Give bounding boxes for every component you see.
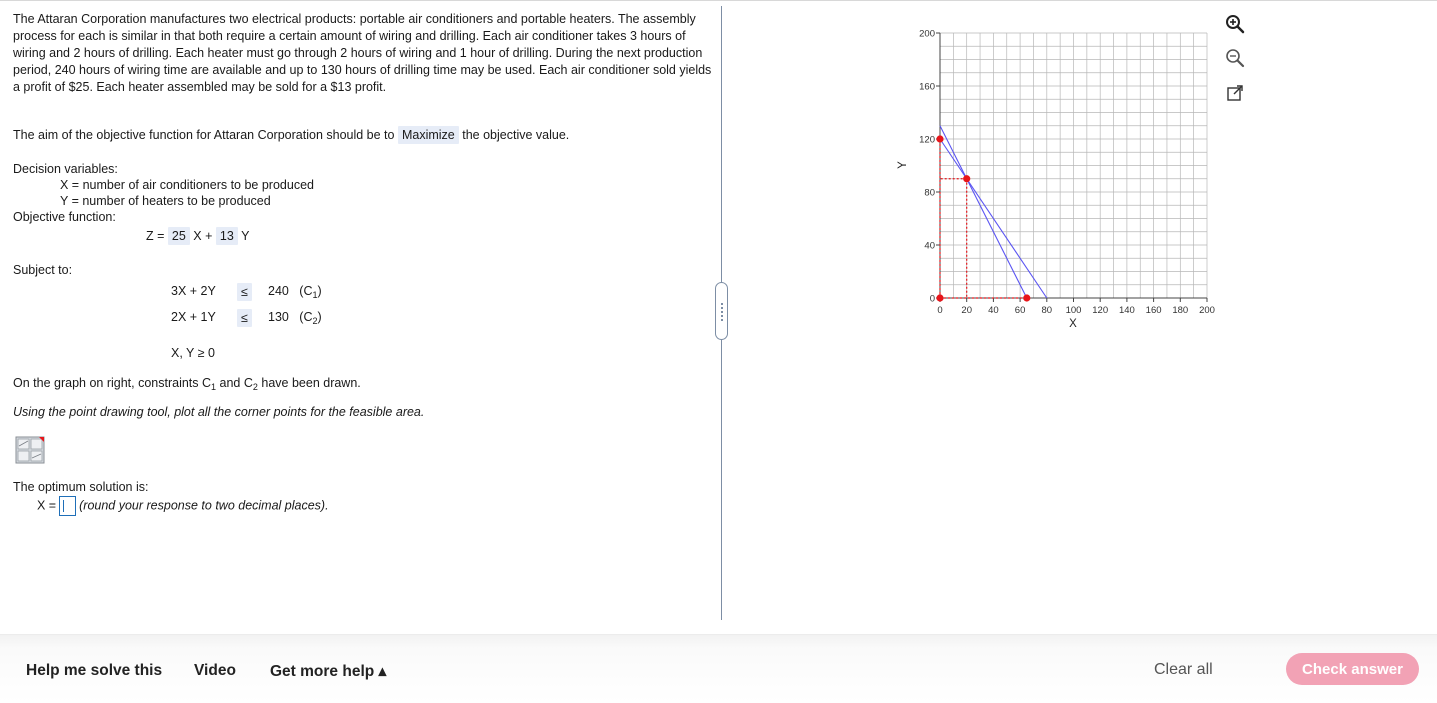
graph-grid — [940, 33, 1207, 298]
round-note: (round your response to two decimal places). — [79, 498, 329, 513]
y-tick-label: 160 — [919, 81, 935, 93]
x-eq: X = — [37, 498, 57, 513]
check-answer-button[interactable]: Check answer — [1286, 653, 1419, 685]
constraint-sub: 1 — [312, 290, 318, 300]
decision-label: Decision variables: — [13, 162, 118, 176]
constraint-rhs-value: 130 — [268, 310, 289, 324]
point-tool-icon[interactable] — [15, 436, 45, 464]
help-me-solve-button[interactable]: Help me solve this — [26, 662, 163, 679]
graph-note-sub2: 2 — [252, 382, 258, 392]
decision-x: X = number of air conditioners to be produced — [60, 178, 314, 192]
graph-note-c: have been drawn. — [257, 376, 361, 390]
subject-label: Subject to: — [13, 263, 73, 277]
popout-icon[interactable] — [1224, 82, 1246, 104]
y-axis-label: Y — [897, 161, 909, 169]
graph-note-a: On the graph on right, constraints C — [13, 376, 212, 390]
constraint-row — [171, 284, 216, 298]
x-tick-label: 20 — [961, 305, 972, 316]
problem-statement: The Attaran Corporation manufactures two electrical products: portable air conditioners and portable heaters. The assembly process for each is similar in that both require a certain amount of wiring and drilling. Each air conditioner takes 3 hours of wiring and 2 hours of drilling. Each heater must go through 2 hours of wiring and 1 hour of drilling. During the next production period, 240 hours of wiring time are available and up to 130 hours of drilling time may be used. Each air conditioner sold yields a profit of $25. Each heater assembled may be sold for a $13 profit. — [13, 12, 712, 94]
zoom-out-icon[interactable] — [1224, 47, 1246, 69]
corner-point[interactable] — [936, 294, 943, 301]
x-tick-label: 60 — [1014, 305, 1026, 316]
constraint-rhs — [268, 284, 322, 298]
constraint-rhs-value: 240 — [268, 284, 289, 298]
constraint-operator[interactable]: ≤ — [237, 309, 252, 327]
x-tick-label: 0 — [937, 305, 943, 316]
footer-bar — [0, 634, 1437, 703]
zoom-in-icon[interactable] — [1224, 13, 1246, 35]
decision-y: Y = number of heaters to be produced — [60, 194, 271, 208]
constraint-lhs: 2X + 1Y — [171, 310, 216, 324]
x-tick-label: 100 — [1065, 305, 1082, 316]
constraint-row — [171, 310, 216, 324]
aim-sentence — [13, 128, 569, 142]
aim-suffix: the objective value. — [462, 128, 570, 142]
corner-point[interactable] — [1023, 294, 1030, 301]
constraint-close: ) — [317, 310, 322, 324]
corner-point[interactable] — [963, 175, 970, 182]
x-tick-label: 200 — [1199, 305, 1215, 316]
constraint-name: (C — [299, 310, 313, 324]
top-border — [0, 0, 1437, 1]
x-axis-label: X — [1069, 318, 1077, 330]
constraint-rhs — [268, 310, 322, 324]
graph-note-sub1: 1 — [211, 382, 217, 392]
coef-y[interactable]: 13 — [216, 227, 238, 245]
y-var: Y — [241, 229, 250, 243]
graph-note-b: and C — [216, 376, 253, 390]
constraint-lhs: 3X + 2Y — [171, 284, 216, 298]
constraint-name: (C — [299, 284, 313, 298]
optimum-x-row — [37, 496, 329, 516]
resize-handle[interactable] — [715, 282, 728, 340]
x-var: X + — [193, 229, 213, 243]
y-tick-label: 0 — [929, 293, 935, 305]
x-tick-label: 180 — [1172, 305, 1189, 316]
x-answer-input[interactable] — [59, 496, 76, 516]
coef-x[interactable]: 25 — [168, 227, 190, 245]
corner-point[interactable] — [936, 135, 943, 142]
x-tick-label: 40 — [988, 305, 999, 316]
x-tick-label: 120 — [1092, 305, 1109, 316]
clear-all-button[interactable]: Clear all — [1154, 661, 1213, 678]
nonnegativity: X, Y ≥ 0 — [171, 346, 215, 360]
objective-function — [146, 229, 249, 243]
constraint-sub: 2 — [312, 316, 318, 326]
constraint-close: ) — [317, 284, 322, 298]
get-more-help-button[interactable]: Get more help ▴ — [270, 663, 387, 680]
aim-answer[interactable]: Maximize — [398, 126, 459, 144]
optimum-label: The optimum solution is: — [13, 480, 149, 494]
z-label: Z = — [146, 229, 165, 243]
graph-note — [13, 376, 361, 390]
x-tick-label: 140 — [1118, 305, 1135, 316]
y-tick-label: 80 — [924, 187, 935, 199]
y-tick-label: 120 — [919, 134, 935, 146]
x-tick-label: 160 — [1145, 305, 1162, 316]
constraint-operator[interactable]: ≤ — [237, 283, 252, 301]
y-tick-label: 200 — [919, 28, 935, 40]
x-tick-label: 80 — [1041, 305, 1053, 316]
y-tick-label: 40 — [924, 240, 935, 252]
video-button[interactable]: Video — [194, 662, 236, 679]
instruction: Using the point drawing tool, plot all the corner points for the feasible area. — [13, 405, 425, 419]
objective-label: Objective function: — [13, 210, 116, 224]
aim-prefix: The aim of the objective function for Attaran Corporation should be to — [13, 128, 395, 142]
lp-graph[interactable] — [880, 10, 1225, 340]
